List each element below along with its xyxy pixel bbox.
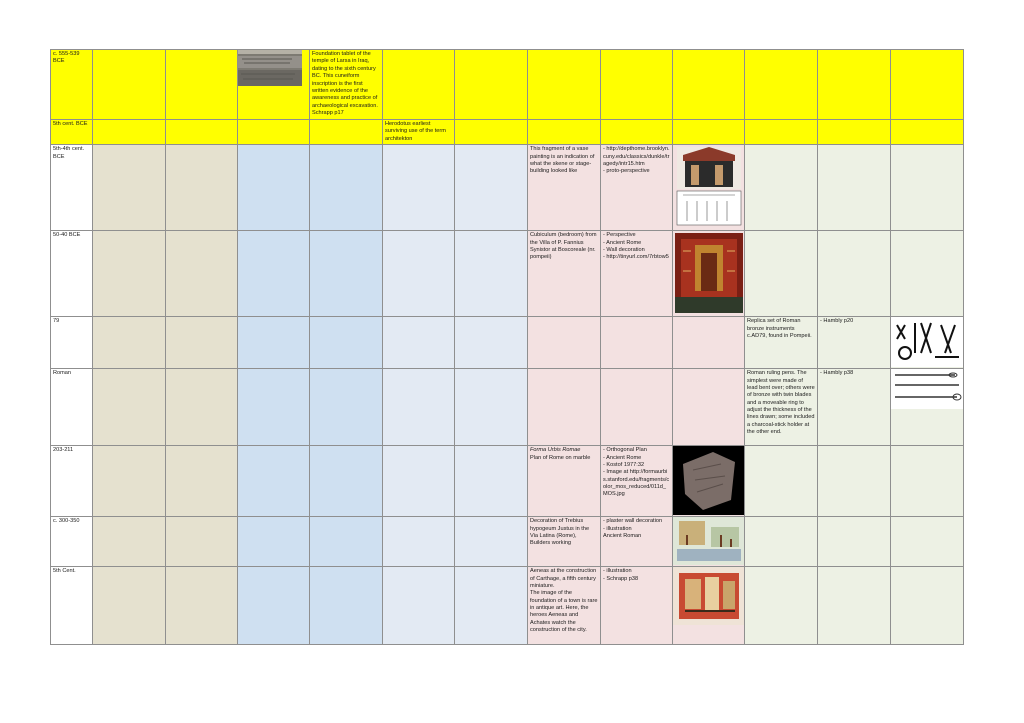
date-cell: 203-211: [51, 446, 93, 517]
timeline-grid: [50, 49, 964, 645]
forma-urbis-image: [673, 446, 745, 517]
caption-cell: Replica set of Roman bronze instruments c.AD79, found in Pompeii.: [745, 317, 818, 369]
caption-cell: Aeneas at the construction of Carthage, a fifth century miniature. The image of the foundation of a town is rare in antique art. Here, the heroes Aeneas and Achates watch the construction of the city.: [528, 567, 601, 645]
table-row: [51, 517, 964, 567]
table-row: [51, 369, 964, 446]
trebius-decoration-image: [673, 517, 745, 567]
table-row: [51, 50, 964, 120]
table-row: [51, 567, 964, 645]
caption-cell: Herodotus earliest surviving use of the term architekton: [383, 120, 455, 145]
table-row: [51, 145, 964, 231]
aeneas-miniature-image: [673, 567, 745, 645]
larsa-tablet-image: [238, 50, 310, 120]
date-cell: 5th-4th cent. BCE: [51, 145, 93, 231]
table-row: [51, 120, 964, 145]
ruling-pens-image: [891, 369, 964, 446]
date-cell: 5th Cent.: [51, 567, 93, 645]
ref-cell: - Hambly p38: [818, 369, 891, 446]
bronze-instruments-image: [891, 317, 964, 369]
table-row: [51, 446, 964, 517]
caption-title: Forma Urbis Romae: [530, 447, 581, 454]
notes-cell: - plaster wall decoration - illustration Ancient Roman: [601, 517, 673, 567]
date-cell: 50-40 BCE: [51, 231, 93, 317]
date-cell: 5th cent. BCE: [51, 120, 93, 145]
caption-cell: Foundation tablet of the temple of Larsa in Iraq, dating to the sixth century BC. This cuneiform inscription is the first written evidence of the awareness and practice of archaeological excavation. Schrapp p17: [310, 50, 383, 120]
caption-cell: Roman ruling pens. The simplest were made of lead bent over; others were of bronze with twin blades and a moveable ring to adjust the thickness of the lines drawn; some included a charcoal-stick holder at the other end.: [745, 369, 818, 446]
cubiculum-image: [673, 231, 745, 317]
date-cell: c. 555-539 BCE: [51, 50, 93, 120]
ref-cell: - Hambly p20: [818, 317, 891, 369]
caption-cell: Decoration of Trebius hypogeum Justus in the Via Latina (Rome), Builders working: [528, 517, 601, 567]
table-row: [51, 231, 964, 317]
notes-cell: - illustration - Schrapp p38: [601, 567, 673, 645]
caption-cell: Plan of Rome on marble: [530, 454, 591, 461]
date-cell: c. 300-350: [51, 517, 93, 567]
caption-cell: Cubiculum (bedroom) from the Villa of P. Fannius Synistor at Boscoreale (nr. pompeii): [528, 231, 601, 317]
table-row: [51, 317, 964, 369]
caption-cell: This fragment of a vase painting is an indication of what the skene or stage-building looked like: [528, 145, 601, 231]
date-cell: Roman: [51, 369, 93, 446]
vase-painting-image: [673, 145, 745, 231]
notes-cell: - Orthogonal Plan - Ancient Rome - Kostof 1977:32 - Image at http://formaurbis.stanford.edu/fragments/color_mos_reduced/011d_MOS.jpg: [601, 446, 673, 517]
notes-cell: - http://depthome.brooklyn.cuny.edu/classics/dunkle/tragedy/intr15.htm - proto-perspective: [601, 145, 673, 231]
date-cell: 79: [51, 317, 93, 369]
notes-cell: - Perspective - Ancient Rome - Wall decoration - http://tinyurl.com/7rbtow5: [601, 231, 673, 317]
